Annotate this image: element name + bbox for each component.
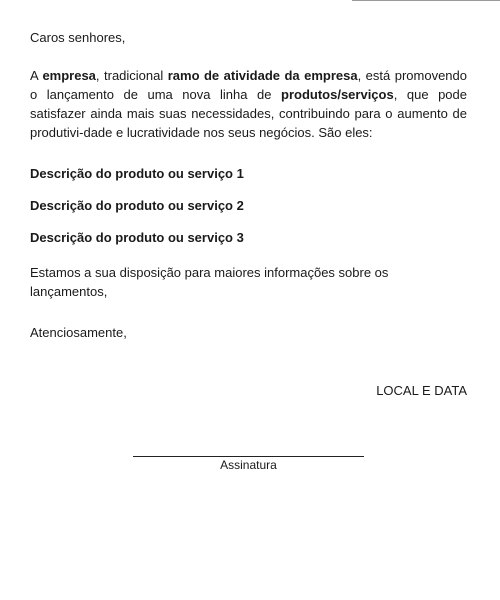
intro-paragraph [30,66,467,142]
closing: Atenciosamente, [30,325,127,340]
top-divider [352,0,500,1]
signature-label: Assinatura [220,458,277,472]
letter-body [30,28,467,400]
product-list [30,164,467,247]
intro-text-3: , está promovendo o lançamento de uma nova linha de [30,68,467,102]
place-and-date: LOCAL E DATA [376,383,467,398]
products-placeholder: produtos/serviços [281,87,394,102]
product-item-1: Descrição do produto ou serviço 1 [30,166,244,181]
product-item-2: Descrição do produto ou serviço 2 [30,198,244,213]
business-line-placeholder: ramo de atividade da empresa [167,68,358,83]
availability-sentence: Estamos a sua disposição para maiores informações sobre os lançamentos, [30,265,389,299]
signature-block [133,456,364,472]
company-name-placeholder: empresa [42,68,96,83]
intro-text-4: , que pode satisfazer ainda mais suas necessidades, contribuindo para o aumento de produtivi-dade e lucratividade nos seus negócios. São eles: [30,87,467,140]
greeting: Caros senhores, [30,30,126,45]
product-item-3: Descrição do produto ou serviço 3 [30,230,244,245]
signature-line [133,456,364,457]
intro-text-2: , tradicional [95,68,168,83]
intro-text-1: A [30,68,43,83]
